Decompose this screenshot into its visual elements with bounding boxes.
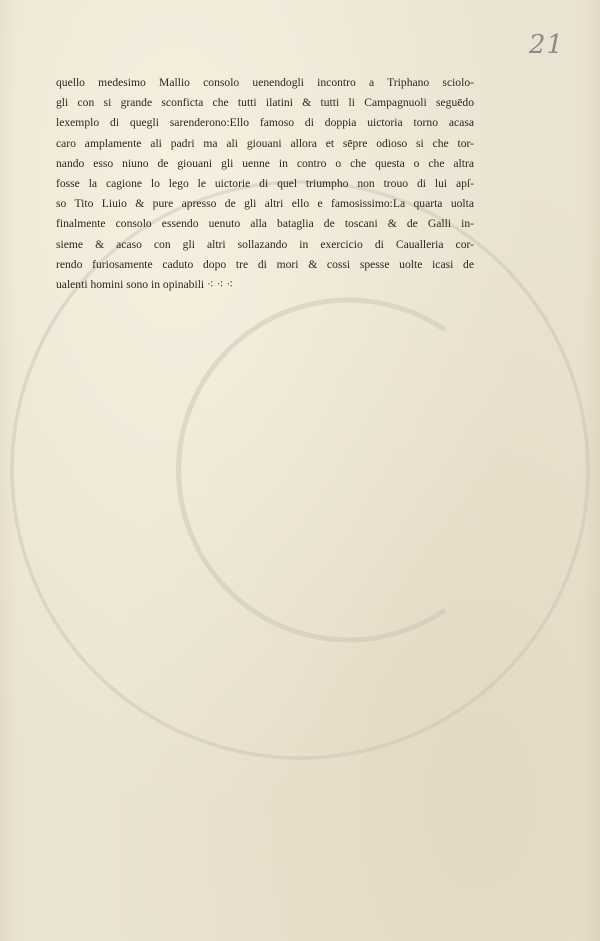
text-line-6: fosse la cagione lo lego le uictorie di quel triumpho non trouo di lui apſ- [56,176,474,190]
text-line-3: lexemplo di quegli sarenderono:Ello famoso di doppia uictoria torno acasa [56,116,474,130]
text-line-4: caro amplamente ali padri ma ali giouani allora et sēpre odioso si che tor- [56,136,474,150]
text-line-5: nando esso niuno de giouani gli uenne in contro o che questa o che altra [56,156,474,170]
page-number: 21 [528,30,564,60]
body-text [56,73,474,295]
text-line-9: sieme & acaso con gli altri sollazando in exercicio di Caualleria cor- [56,237,474,251]
text-line-7: so Tito Liuio & pure apresso de gli altri ello e famosissimo:La quarta uolta [56,197,474,211]
text-line-10: rendo furiosamente caduto dopo tre di mori & cossi spesse uolte icasi de [56,257,474,271]
text-line-1: quello medesimo Mallio consolo uenendogli incontro a Triphano sciolo- [56,76,474,89]
text-line-11: ualenti homini sono in opinabili ⁖ ⁖ ⁖ [56,277,234,291]
text-line-8: finalmente consolo essendo uenuto alla bataglia de toscani & de Galli in- [56,217,474,231]
text-line-2: gli con si grande sconficta che tutti ilatini & tutti li Campagnuoli seguēdo [56,96,474,110]
